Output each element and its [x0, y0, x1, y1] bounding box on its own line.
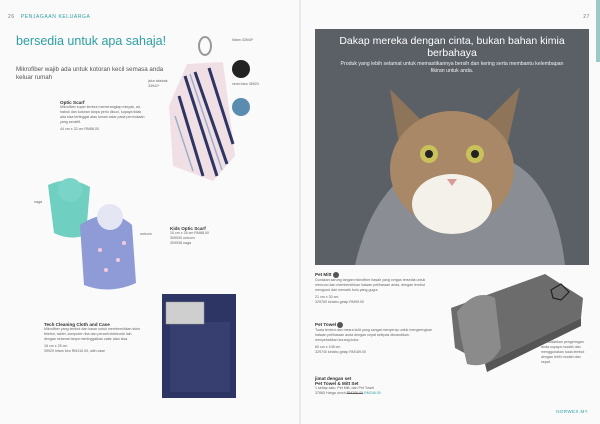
swatch-label-new: versi baru 36924: [232, 82, 259, 86]
kids-scarf-image: [40, 165, 140, 295]
footer-url[interactable]: NORWEX.MY: [556, 409, 588, 414]
section-label: PENJAGAAN KELUARGA: [20, 14, 91, 20]
tech-text: [44, 322, 144, 354]
optic-callout: jalur abstrak 33941*: [148, 79, 168, 88]
optic-desc: Mikrofiber super lembut memerangkap minyak, air, habuk dan kotoran tanpa perlu dicuci, supaya tidak ada sisa tertinggal atau kesan calar pada permukaan yang sensitif.: [60, 105, 145, 124]
pet-towel-price: 329740 kelabu gelap RM189.00: [315, 350, 366, 354]
tech-title: Tech Cleaning Cloth and Case: [44, 322, 110, 327]
kids-label-dragon: naga: [34, 200, 42, 204]
pet-towel-desc: Tuala lembut dan mesra kulit yang sangat menyerap untuk mengeringkan haiwan peliharaan anda dengan cepat selepas dimandikan, menyebabkan kurang kotor.: [315, 328, 433, 342]
set-price-new: RM246.00: [364, 391, 381, 395]
optic-size: 44 cm x 32 cm RM88.00: [60, 127, 99, 131]
photo-subtitle: Produk yang lebih selamat untuk memastikannya bersih dan kering serta membantu kelembapan fikiran untuk anda.: [340, 61, 564, 74]
cat-photo: [315, 29, 589, 265]
pet-mitt-size: 21 cm x 30 cm: [315, 295, 339, 299]
kids-detail-2: 309930 unicorn: [170, 236, 195, 240]
set-price-label: 37865 Harga runcit: [315, 391, 346, 395]
left-page-number: 26: [8, 14, 15, 20]
right-page-number: 27: [583, 14, 590, 20]
swatch-label-black: hitam 33940*: [232, 38, 254, 42]
tech-size: 18 cm x 25 cm: [44, 344, 68, 348]
pet-towel-size: 60 cm x 108 cm: [315, 345, 341, 349]
optic-title: Optic Scarf: [60, 100, 85, 105]
subheadline: Mikrofiber wajib ada untuk kotoran kecil semasa anda keluar rumah: [16, 66, 164, 81]
tech-cloth-image: [162, 292, 238, 402]
left-header: [8, 14, 90, 20]
pet-mitt-price: 329760 kelabu gelap RM99.00: [315, 300, 364, 304]
set-title: Pet Towel & Mitt Set: [315, 381, 359, 386]
swatch-blue[interactable]: [232, 98, 250, 116]
photo-title: Dakap mereka dengan cinta, bukan bahan kimia berbahaya: [339, 35, 565, 59]
kids-detail-3: 309938 naga: [170, 241, 191, 245]
kids-detail-1: 15 cm x 26 cm RM88.00: [170, 231, 209, 235]
side-note: Memudahkan pengeringan anda supaya mudah dan menggunakan tuala lembut dengan lebih mudah dan cepat.: [541, 340, 585, 364]
right-page: [301, 0, 600, 424]
set-heading: jimat dengan set: [315, 376, 352, 381]
kids-label-unicorn: unicorn: [140, 232, 152, 236]
set-text: [315, 376, 455, 396]
swatch-black[interactable]: [232, 60, 250, 78]
tech-price: 39929 hitam biru RM110.00, with case: [44, 349, 106, 353]
pet-towel-title: Pet Towel: [315, 322, 337, 328]
pet-mitt-desc: Gunakan sarung tangan mikrofiber basah yang cergas tersedia untuk mencuci dan membersihkan haiwan peliharaan anda, dengan lembut mengurut dan menarik bulu yang gugur.: [315, 278, 426, 292]
tech-desc: Mikrofiber yang lembut dan kasar untuk membersihkan skrin telefon, tablet, komputer riba dan peranti elektronik lain dengan selamat tanpa meninggalkan calar atau sisa.: [44, 327, 141, 341]
set-desc: 1 setiap satu: Pet Mitt, dan Pet Towel: [315, 386, 375, 390]
set-price-old: RM288.00: [346, 391, 364, 395]
headline: bersedia untuk apa sahaja!: [16, 34, 167, 48]
optic-scarf-text: [60, 100, 146, 132]
pet-mitt-title: Pet Mitt: [315, 272, 332, 278]
kids-title: Kids Optic Scarf: [170, 226, 206, 231]
pet-mitt-text: [315, 272, 433, 305]
left-page: [0, 0, 299, 424]
pet-towel-text: [315, 322, 433, 355]
kids-text: [170, 226, 240, 246]
teal-band: [596, 0, 600, 62]
